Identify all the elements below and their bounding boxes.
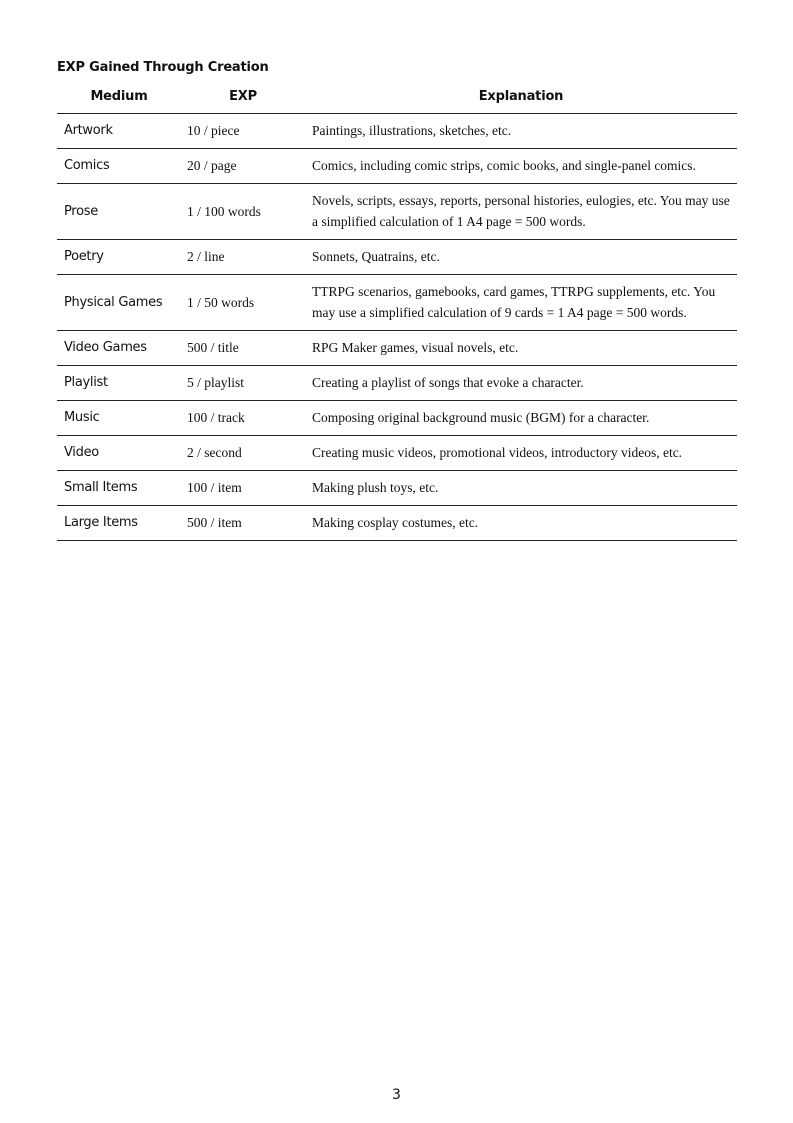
exp-cell: 100 / track bbox=[181, 401, 305, 436]
explanation-cell: Novels, scripts, essays, reports, personal histories, eulogies, etc. You may use a simplified calculation of 1 A4 page = 500 words. bbox=[305, 184, 737, 240]
medium-cell: Large Items bbox=[57, 506, 181, 541]
column-header-exp: EXP bbox=[181, 79, 305, 114]
exp-cell: 10 / piece bbox=[181, 114, 305, 149]
exp-cell: 5 / playlist bbox=[181, 366, 305, 401]
explanation-cell: Creating music videos, promotional videos, introductory videos, etc. bbox=[305, 436, 737, 471]
explanation-cell: Sonnets, Quatrains, etc. bbox=[305, 240, 737, 275]
exp-cell: 2 / second bbox=[181, 436, 305, 471]
exp-cell: 1 / 100 words bbox=[181, 184, 305, 240]
medium-cell: Prose bbox=[57, 184, 181, 240]
exp-cell: 20 / page bbox=[181, 149, 305, 184]
table-row bbox=[57, 366, 737, 401]
table-row bbox=[57, 149, 737, 184]
exp-table bbox=[57, 79, 737, 541]
explanation-cell: Composing original background music (BGM) for a character. bbox=[305, 401, 737, 436]
medium-cell: Poetry bbox=[57, 240, 181, 275]
table-body bbox=[57, 114, 737, 541]
explanation-cell: Making plush toys, etc. bbox=[305, 471, 737, 506]
table-row bbox=[57, 331, 737, 366]
explanation-cell: RPG Maker games, visual novels, etc. bbox=[305, 331, 737, 366]
exp-cell: 500 / title bbox=[181, 331, 305, 366]
table-row bbox=[57, 114, 737, 149]
exp-cell: 500 / item bbox=[181, 506, 305, 541]
medium-cell: Video bbox=[57, 436, 181, 471]
section-title: EXP Gained Through Creation bbox=[57, 60, 269, 75]
table-row bbox=[57, 471, 737, 506]
explanation-cell: Paintings, illustrations, sketches, etc. bbox=[305, 114, 737, 149]
exp-cell: 100 / item bbox=[181, 471, 305, 506]
medium-cell: Music bbox=[57, 401, 181, 436]
column-header-explanation: Explanation bbox=[305, 79, 737, 114]
page-number: 3 bbox=[392, 1087, 401, 1103]
medium-cell: Playlist bbox=[57, 366, 181, 401]
explanation-cell: TTRPG scenarios, gamebooks, card games, TTRPG supplements, etc. You may use a simplified calculation of 9 cards = 1 A4 page = 500 words. bbox=[305, 275, 737, 331]
column-header-medium: Medium bbox=[57, 79, 181, 114]
medium-cell: Physical Games bbox=[57, 275, 181, 331]
table-row bbox=[57, 436, 737, 471]
explanation-cell: Creating a playlist of songs that evoke a character. bbox=[305, 366, 737, 401]
table-row bbox=[57, 401, 737, 436]
medium-cell: Artwork bbox=[57, 114, 181, 149]
table-row bbox=[57, 275, 737, 331]
medium-cell: Small Items bbox=[57, 471, 181, 506]
table-row bbox=[57, 240, 737, 275]
table-row bbox=[57, 506, 737, 541]
exp-cell: 1 / 50 words bbox=[181, 275, 305, 331]
table-header-row bbox=[57, 79, 737, 114]
medium-cell: Comics bbox=[57, 149, 181, 184]
explanation-cell: Making cosplay costumes, etc. bbox=[305, 506, 737, 541]
table-row bbox=[57, 184, 737, 240]
explanation-cell: Comics, including comic strips, comic books, and single-panel comics. bbox=[305, 149, 737, 184]
medium-cell: Video Games bbox=[57, 331, 181, 366]
exp-cell: 2 / line bbox=[181, 240, 305, 275]
